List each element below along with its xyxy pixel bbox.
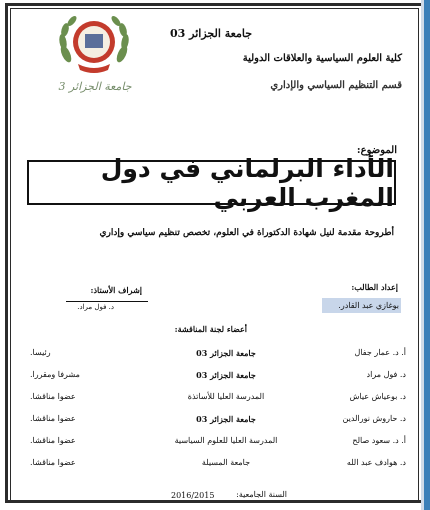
member-institution: المدرسة العليا للعلوم السياسية	[174, 436, 278, 445]
subject-label: الموضوع:	[356, 145, 397, 156]
student-name[interactable]: بوغازي عبد القادر.	[322, 298, 401, 313]
header-faculty: كلية العلوم السياسية والعلاقات الدولية	[242, 53, 402, 64]
table-row	[30, 370, 406, 392]
member-institution: جامعة الجزائر 03	[196, 370, 256, 380]
supervisor-underline	[66, 301, 148, 302]
member-institution: جامعة الجزائر 03	[196, 414, 256, 424]
member-institution: جامعة الجزائر 03	[196, 348, 256, 358]
member-role: عضوا مناقشا.	[30, 458, 76, 467]
member-name: أ. د. عمار جفال	[354, 348, 406, 357]
member-name: د. بوعياش عياش	[349, 392, 406, 401]
year-value: 2016/2015	[171, 491, 215, 500]
supervisor-label: إشراف الأستاذ:	[90, 285, 142, 295]
member-role: عضوا مناقشا.	[30, 414, 76, 423]
member-institution: المدرسة العليا للأساتذة	[187, 392, 265, 401]
year-label: السنة الجامعية:	[236, 490, 287, 499]
member-role: عضوا مناقشا.	[30, 436, 76, 445]
table-row	[30, 436, 406, 458]
table-row	[30, 392, 406, 414]
table-row	[30, 414, 406, 436]
table-row	[30, 458, 406, 480]
committee-table	[30, 348, 406, 480]
thesis-title: الأداء البرلماني في دول المغرب العربي	[100, 153, 394, 212]
header-department: قسم التنظيم السياسي والإداري	[270, 80, 402, 91]
university-logo-icon	[54, 12, 134, 88]
member-role: مشرفا ومقررا.	[30, 370, 80, 379]
title-box	[27, 153, 396, 212]
thesis-note: أطروحة مقدمة لنيل شهادة الدكتوراة في العلوم، تخصص تنظيم سياسي وإداري	[99, 228, 394, 238]
member-role: رئيسا.	[30, 348, 51, 357]
logo-caption: جامعة الجزائر 3	[58, 80, 132, 93]
member-name: أ. د. سعود صالح	[352, 436, 406, 445]
header-university: جامعة الجزائر 03	[170, 27, 252, 40]
prepared-by-label: إعداد الطالب:	[351, 282, 398, 292]
member-institution: جامعة المسيلة	[201, 458, 251, 467]
supervisor-name: د. فول مراد.	[77, 303, 114, 311]
committee-label: أعضاء لجنة المناقشة:	[174, 324, 247, 334]
member-name: د. حاروش نورالدين	[342, 414, 406, 423]
member-role: عضوا مناقشا.	[30, 392, 76, 401]
member-name: د. فول مراد	[366, 370, 406, 379]
table-row	[30, 348, 406, 370]
viewer-scrollbar[interactable]	[424, 0, 430, 510]
member-name: د. هوادف عبد الله	[346, 458, 406, 467]
